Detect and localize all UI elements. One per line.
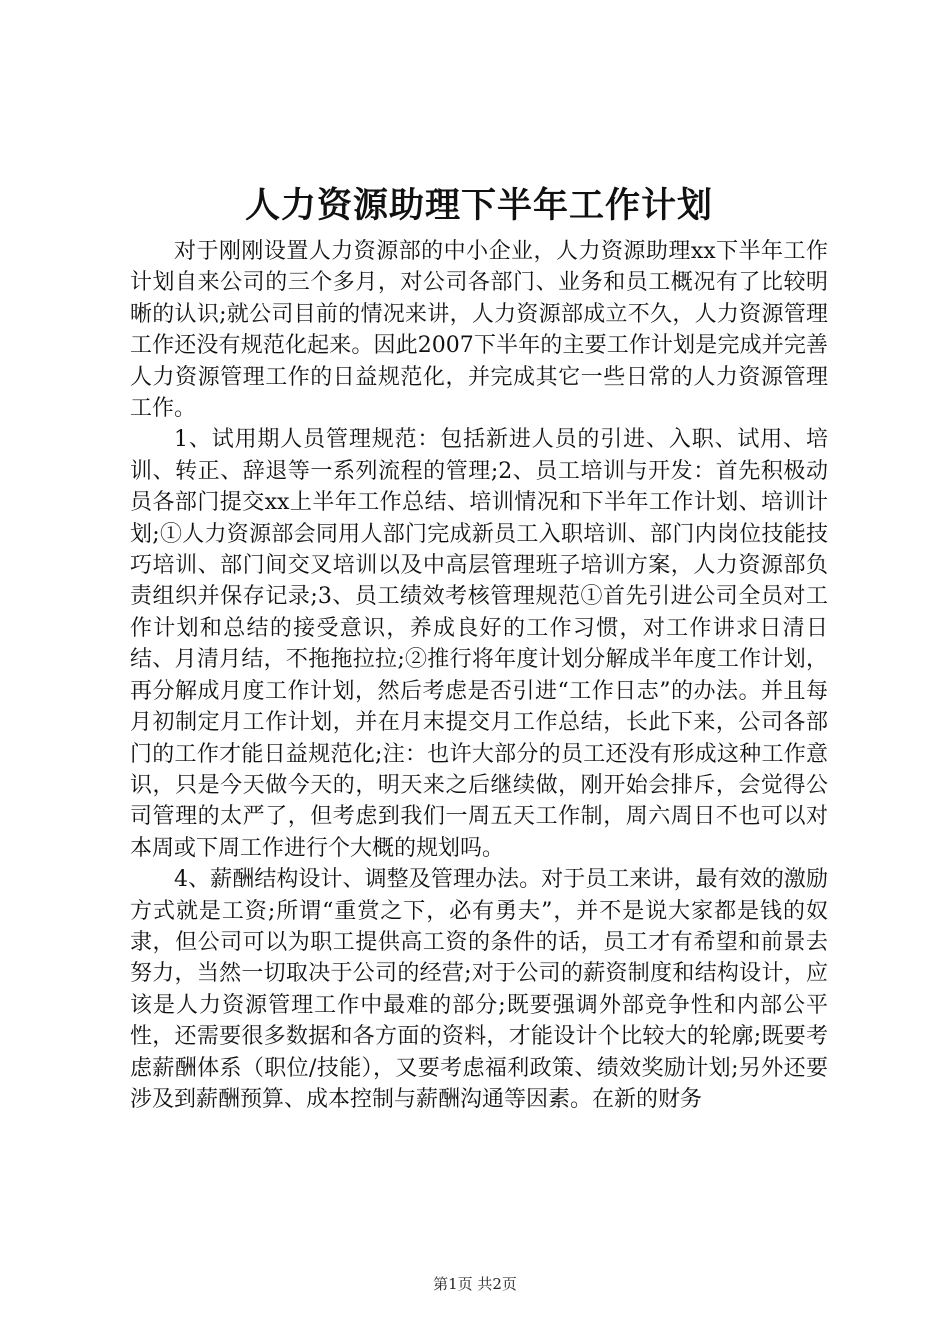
paragraph-item-4: 4、薪酬结构设计、调整及管理办法。对于员工来讲，最有效的激励方式就是工资;所谓“重赏之下，必有勇夫”，并不是说大家都是钱的奴隶，但公司可以为职工提供高工资的条件的话，员工才有希望和前景去努力，当然一切取决于公司的经营;对于公司的薪资制度和结构设计，应该是人力资源管理工作中最难的部分;既要强调外部竞争性和内部公平性，还需要很多数据和各方面的资料，才能设计个比较大的轮廓;既要考虑薪酬体系（职位/技能），又要考虑福利政策、绩效奖励计划;另外还要涉及到薪酬预算、成本控制与薪酬沟通等因素。在新的财务 (130, 867, 828, 1112)
paragraph-intro: 对于刚刚设置人力资源部的中小企业，人力资源助理xx下半年工作计划自来公司的三个多月，对公司各部门、业务和员工概况有了比较明晰的认识;就公司目前的情况来讲，人力资源部成立不久，人力资源管理工作还没有规范化起来。因此2007下半年的主要工作计划是完成并完善人力资源管理工作的日益规范化，并完成其它一些日常的人力资源管理工作。 (130, 239, 828, 422)
document-page (130, 182, 828, 1115)
page-footer: 第1页 共2页 (433, 1275, 517, 1293)
paragraph-items-1-3: 1、试用期人员管理规范：包括新进人员的引进、入职、试用、培训、转正、辞退等一系列流程的管理;2、员工培训与开发：首先积极动员各部门提交xx上半年工作总结、培训情况和下半年工作计划、培训计划;①人力资源部会同用人部门完成新员工入职培训、部门内岗位技能技巧培训、部门间交叉培训以及中高层管理班子培训方案，人力资源部负责组织并保存记录;3、员工绩效考核管理规范①首先引进公司全员对工作计划和总结的接受意识，养成良好的工作习惯，对工作讲求日清日结、月清月结，不拖拖拉拉;②推行将年度计划分解成半年度工作计划，再分解成月度工作计划，然后考虑是否引进“工作日志”的办法。并且每月初制定月工作计划，并在月末提交月工作总结，长此下来，公司各部门的工作才能日益规范化;注：也许大部分的员工还没有形成这种工作意识，只是今天做今天的，明天来之后继续做，刚开始会排斥，会觉得公司管理的太严了，但考虑到我们一周五天工作制，周六周日不也可以对本周或下周工作进行个大概的规划吗。 (130, 427, 828, 861)
document-title: 人力资源助理下半年工作计划 (244, 185, 713, 226)
